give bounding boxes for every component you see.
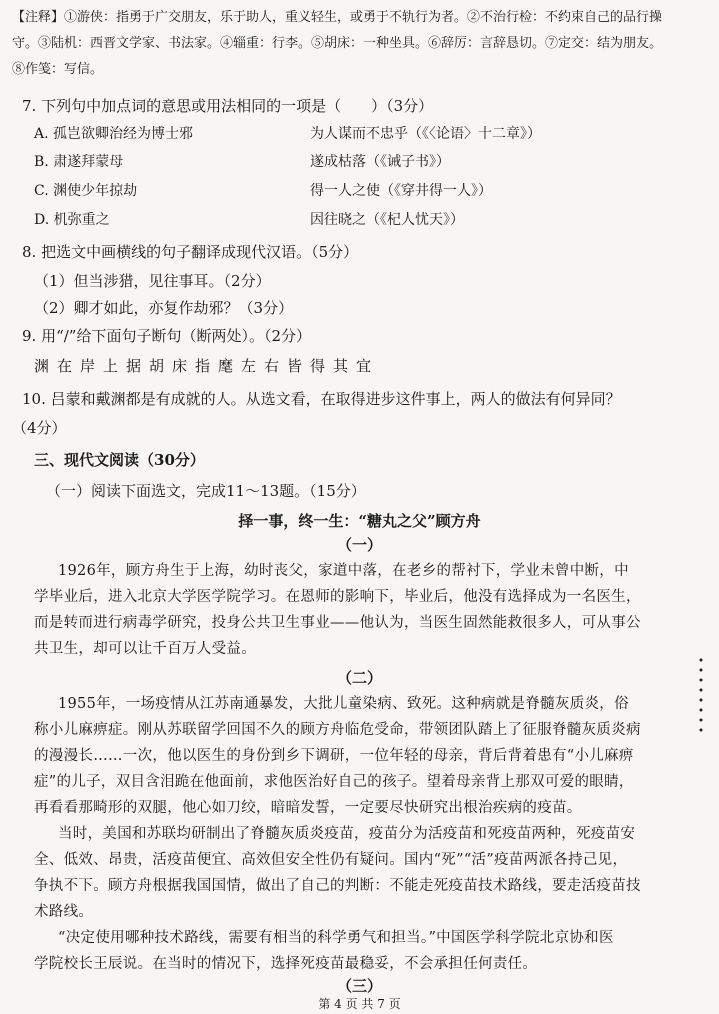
question-9-sentence: 渊在岸上据胡床指麾左右皆得其宜 [34,357,380,375]
article-s2-p2-line-4: 术路线。 [34,904,94,920]
article-section-3-label: （三） [336,977,382,995]
question-10-stem: 10. 吕蒙和戴渊都是有成就的人。从选文看，在取得进步这件事上，两人的做法有何异同？ [22,390,621,408]
note-line-3: ⑧作笺：写信。 [12,62,104,77]
article-s2-p1-line-4: 症”的儿子，双目含泪跪在他面前，求他医治好自己的孩子。望着母亲背上那双可爱的眼睛， [34,774,634,790]
article-s2-p1-line-1: 1955年，一场疫情从江苏南通暴发，大批儿童染病、致死。这种病就是脊髓灰质炎，俗 [58,696,629,712]
article-section-1-label: （一） [336,536,382,554]
article-s2-p1-line-5: 再看看那畸形的双腿，他心如刀绞，暗暗发誓，一定要尽快研究出根治疾病的疫苗。 [34,800,582,816]
article-s1-line-2: 学毕业后，进入北京大学医学院学习。在恩师的影响下，毕业后，他没有选择成为一名医生， [34,589,641,605]
section-3-part-1: （一）阅读下面选文，完成11～13题。（15分） [46,482,366,500]
section-3-heading: 三、现代文阅读（30分） [34,451,205,469]
q7-option-b-right: 遂成枯落（《诫子书》） [310,154,450,170]
article-s2-p2-line-2: 全、低效、昂贵，活疫苗便宜、高效但安全性仍有疑问。国内“死”“活”疫苗两派各持己见， [34,852,628,868]
q7-option-d-left: D. 机弥重之 [34,212,110,228]
q7-option-b-left: B. 肃遂拜蒙母 [34,154,124,170]
question-7-stem: 7. 下列句中加点词的意思或用法相同的一项是（ ）（3分） [22,97,434,115]
article-title: 择一事，终一生：“糖丸之父”顾方舟 [238,512,481,530]
q7-option-c-right: 得一人之使（《穿井得一人》） [310,183,492,199]
article-s2-p1-line-2: 称小儿麻痹症。刚从苏联留学回国不久的顾方舟临危受命，带领团队踏上了征服脊髓灰质炎病 [34,722,641,738]
question-8-stem: 8. 把选文中画横线的句子翻译成现代汉语。（5分） [22,243,359,261]
article-s1-line-3: 而是转而进行病毒学研究，投身公共卫生事业——他认为，当医生固然能救很多人，可从事公 [34,615,641,631]
binding-dots [698,655,704,735]
question-9-stem: 9. 用“/”给下面句子断句（断两处）。（2分） [22,327,312,345]
question-8-sub-2: （2）卿才如此，亦复作劫邪？（3分） [34,299,294,317]
q7-option-d-right: 因往晓之（《杞人忧天》） [310,212,464,228]
article-s2-p3-line-2: 学院校长王辰说。在当时的情况下，选择死疫苗最稳妥，不会承担任何责任。 [34,956,538,972]
q7-option-a-right: 为人谋而不忠乎（《〈论语〉十二章》） [310,126,541,142]
article-s1-line-1: 1926年，顾方舟生于上海，幼时丧父，家道中落，在老乡的帮衬下，学业未曾中断，中 [58,563,629,579]
article-s2-p2-line-3: 争执不下。顾方舟根据我国国情，做出了自己的判断：不能走死疫苗技术路线，要走活疫苗技 [34,878,641,894]
page-footer: 第 4 页 共 7 页 [318,997,401,1011]
note-line-2: 守。③陆机：西晋文学家、书法家。④辎重：行李。⑤胡床：一种坐具。⑥辞厉：言辞恳切。⑦定交：结为朋友。 [12,36,663,51]
article-s2-p1-line-3: 的漫漫长……一次，他以医生的身份到乡下调研，一位年轻的母亲，背后背着患有“小儿麻痹 [34,748,634,764]
q7-option-c-left: C. 渊使少年掠劫 [34,183,138,199]
article-section-2-label: （二） [336,669,382,687]
note-line-1: 【注释】①游侠：指勇于广交朋友，乐于助人，重义轻生，或勇于不轨行为者。②不治行检：不约束自己的品行操 [12,10,663,25]
article-s2-p2-line-1: 当时，美国和苏联均研制出了脊髓灰质炎疫苗，疫苗分为活疫苗和死疫苗两种，死疫苗安 [58,826,636,842]
question-10-score: （4分） [12,419,67,437]
article-s2-p3-line-1: “决定使用哪种技术路线，需要有相当的科学勇气和担当。”中国医学科学院北京协和医 [58,930,614,946]
article-s1-line-4: 共卫生，却可以让千百万人受益。 [34,641,256,657]
q7-option-a-left: A. 孤岂欲卿治经为博士邪 [34,126,194,142]
question-8-sub-1: （1）但当涉猎，见往事耳。（2分） [34,272,271,290]
